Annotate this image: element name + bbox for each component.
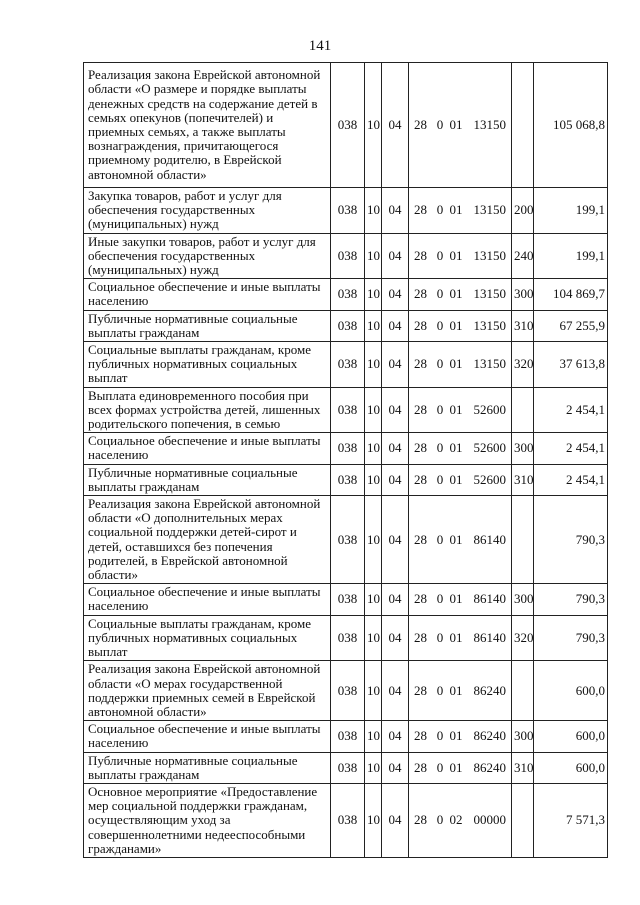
target-article-part: 01 (449, 317, 463, 333)
section-code: 10 (365, 615, 382, 661)
table-row (84, 721, 608, 752)
target-article-part: 0 (436, 286, 444, 302)
target-article-code (409, 188, 512, 234)
row-name: Социальное обеспечение и иные выплаты населению (84, 721, 331, 752)
target-article-part: 13150 (473, 317, 506, 333)
target-article-part: 0 (436, 759, 444, 775)
table-row (84, 342, 608, 388)
amount: 67 255,9 (534, 310, 608, 341)
target-article-code (409, 279, 512, 310)
target-article-part: 0 (436, 471, 444, 487)
target-article-part: 13150 (473, 286, 506, 302)
target-article-part: 0 (436, 531, 444, 547)
section-code: 10 (365, 584, 382, 615)
ministry-code: 038 (331, 496, 365, 584)
target-article-parts (411, 631, 509, 645)
target-article-part: 13150 (473, 202, 506, 218)
expense-type-code: 320 (512, 342, 534, 388)
target-article-part: 28 (414, 531, 427, 547)
budget-table (83, 62, 608, 858)
page-number: 141 (308, 38, 332, 54)
table-row (84, 279, 608, 310)
target-article-part: 0 (436, 728, 444, 744)
ministry-code: 038 (331, 615, 365, 661)
target-article-parts (411, 249, 509, 263)
section-code: 10 (365, 464, 382, 495)
target-article-parts (411, 761, 509, 775)
table-row (84, 310, 608, 341)
section-code: 10 (365, 279, 382, 310)
target-article-part: 86140 (473, 591, 506, 607)
table-row (84, 584, 608, 615)
expense-type-code: 200 (512, 188, 534, 234)
subsection-code: 04 (382, 433, 409, 464)
section-code: 10 (365, 342, 382, 388)
target-article-part: 0 (436, 401, 444, 417)
row-name: Социальное обеспечение и иные выплаты населению (84, 433, 331, 464)
target-article-parts (411, 533, 509, 547)
target-article-code (409, 783, 512, 857)
section-code: 10 (365, 233, 382, 279)
row-name: Социальное обеспечение и иные выплаты населению (84, 584, 331, 615)
section-code: 10 (365, 661, 382, 721)
target-article-code (409, 661, 512, 721)
ministry-code: 038 (331, 188, 365, 234)
amount: 199,1 (534, 233, 608, 279)
target-article-part: 86140 (473, 531, 506, 547)
expense-type-code (512, 783, 534, 857)
table-row (84, 433, 608, 464)
target-article-part: 86240 (473, 682, 506, 698)
target-article-part: 01 (449, 471, 463, 487)
ministry-code: 038 (331, 783, 365, 857)
amount: 790,3 (534, 615, 608, 661)
target-article-part: 01 (449, 356, 463, 372)
ministry-code: 038 (331, 721, 365, 752)
target-article-parts (411, 403, 509, 417)
target-article-part: 28 (414, 317, 427, 333)
row-name: Закупка товаров, работ и услуг для обеспечения государственных (муниципальных) нужд (84, 188, 331, 234)
target-article-part: 01 (449, 247, 463, 263)
amount: 104 869,7 (534, 279, 608, 310)
target-article-code (409, 387, 512, 433)
amount: 2 454,1 (534, 464, 608, 495)
target-article-part: 01 (449, 629, 463, 645)
target-article-part: 0 (436, 629, 444, 645)
target-article-part: 01 (449, 591, 463, 607)
target-article-part: 01 (449, 759, 463, 775)
subsection-code: 04 (382, 752, 409, 783)
row-name: Реализация закона Еврейской автономной области «О мерах государственной поддержки приемных семей в Еврейской автономной области» (84, 661, 331, 721)
row-name: Иные закупки товаров, работ и услуг для обеспечения государственных (муниципальных) нужд (84, 233, 331, 279)
target-article-parts (411, 813, 509, 827)
ministry-code: 038 (331, 233, 365, 279)
target-article-parts (411, 441, 509, 455)
subsection-code: 04 (382, 721, 409, 752)
target-article-part: 0 (436, 440, 444, 456)
target-article-part: 28 (414, 591, 427, 607)
target-article-part: 28 (414, 401, 427, 417)
expense-type-code (512, 661, 534, 721)
expense-type-code: 240 (512, 233, 534, 279)
target-article-part: 00000 (473, 812, 506, 828)
target-article-part: 0 (436, 116, 444, 132)
target-article-parts (411, 684, 509, 698)
expense-type-code: 310 (512, 464, 534, 495)
target-article-part: 13150 (473, 356, 506, 372)
expense-type-code: 300 (512, 279, 534, 310)
target-article-part: 28 (414, 356, 427, 372)
amount: 2 454,1 (534, 433, 608, 464)
expense-type-code: 300 (512, 433, 534, 464)
target-article-part: 28 (414, 682, 427, 698)
target-article-part: 28 (414, 629, 427, 645)
row-name: Основное мероприятие «Предоставление мер социальной поддержки гражданам, осуществляющим уход за совершеннолетними недееспособными гражданами» (84, 783, 331, 857)
subsection-code: 04 (382, 188, 409, 234)
amount: 105 068,8 (534, 63, 608, 188)
amount: 790,3 (534, 584, 608, 615)
target-article-parts (411, 203, 509, 217)
table-row (84, 661, 608, 721)
amount: 600,0 (534, 661, 608, 721)
row-name: Публичные нормативные социальные выплаты гражданам (84, 310, 331, 341)
target-article-parts (411, 473, 509, 487)
row-name: Выплата единовременного пособия при всех формах устройства детей, лишенных родительского попечения, в семью (84, 387, 331, 433)
target-article-parts (411, 287, 509, 301)
ministry-code: 038 (331, 279, 365, 310)
expense-type-code (512, 496, 534, 584)
subsection-code: 04 (382, 661, 409, 721)
target-article-part: 13150 (473, 116, 506, 132)
table-row (84, 63, 608, 188)
target-article-part: 01 (449, 286, 463, 302)
target-article-parts (411, 118, 509, 132)
amount: 790,3 (534, 496, 608, 584)
section-code: 10 (365, 433, 382, 464)
target-article-part: 52600 (473, 440, 506, 456)
ministry-code: 038 (331, 433, 365, 464)
target-article-code (409, 464, 512, 495)
amount: 2 454,1 (534, 387, 608, 433)
target-article-part: 52600 (473, 471, 506, 487)
subsection-code: 04 (382, 387, 409, 433)
subsection-code: 04 (382, 783, 409, 857)
target-article-code (409, 63, 512, 188)
amount: 600,0 (534, 752, 608, 783)
table-row (84, 233, 608, 279)
target-article-part: 0 (436, 356, 444, 372)
target-article-part: 01 (449, 682, 463, 698)
table-row (84, 752, 608, 783)
target-article-code (409, 721, 512, 752)
table-body (84, 63, 608, 858)
ministry-code: 038 (331, 387, 365, 433)
row-name: Реализация закона Еврейской автономной области «О размере и порядке выплаты денежных средств на содержание детей в семьях опекунов (попечителей) и приемных семьях, а также выплаты вознаграждения, причитающегося приемному родителю, в Еврейской автономной области» (84, 63, 331, 188)
target-article-parts (411, 319, 509, 333)
subsection-code: 04 (382, 342, 409, 388)
section-code: 10 (365, 496, 382, 584)
amount: 7 571,3 (534, 783, 608, 857)
ministry-code: 038 (331, 342, 365, 388)
target-article-code (409, 310, 512, 341)
target-article-part: 28 (414, 286, 427, 302)
table-row (84, 188, 608, 234)
expense-type-code: 300 (512, 721, 534, 752)
target-article-part: 02 (449, 812, 463, 828)
target-article-part: 28 (414, 440, 427, 456)
amount: 37 613,8 (534, 342, 608, 388)
section-code: 10 (365, 752, 382, 783)
target-article-code (409, 752, 512, 783)
target-article-part: 28 (414, 728, 427, 744)
table-row (84, 464, 608, 495)
row-name: Социальное обеспечение и иные выплаты населению (84, 279, 331, 310)
subsection-code: 04 (382, 279, 409, 310)
section-code: 10 (365, 310, 382, 341)
target-article-part: 01 (449, 728, 463, 744)
table-row (84, 615, 608, 661)
target-article-part: 28 (414, 247, 427, 263)
target-article-code (409, 496, 512, 584)
target-article-part: 01 (449, 440, 463, 456)
target-article-code (409, 233, 512, 279)
ministry-code: 038 (331, 752, 365, 783)
target-article-part: 13150 (473, 247, 506, 263)
target-article-part: 0 (436, 682, 444, 698)
target-article-part: 28 (414, 116, 427, 132)
row-name: Реализация закона Еврейской автономной области «О дополнительных мерах социальной поддержки детей-сирот и детей, оставшихся без попечения родителей, в Еврейской автономной области» (84, 496, 331, 584)
target-article-part: 01 (449, 116, 463, 132)
target-article-code (409, 615, 512, 661)
ministry-code: 038 (331, 661, 365, 721)
table-row (84, 783, 608, 857)
target-article-part: 01 (449, 531, 463, 547)
expense-type-code: 310 (512, 752, 534, 783)
target-article-part: 28 (414, 471, 427, 487)
target-article-part: 28 (414, 202, 427, 218)
row-name: Социальные выплаты гражданам, кроме публичных нормативных социальных выплат (84, 615, 331, 661)
subsection-code: 04 (382, 615, 409, 661)
subsection-code: 04 (382, 233, 409, 279)
expense-type-code: 320 (512, 615, 534, 661)
section-code: 10 (365, 63, 382, 188)
expense-type-code (512, 387, 534, 433)
target-article-part: 01 (449, 401, 463, 417)
amount: 600,0 (534, 721, 608, 752)
target-article-part: 0 (436, 202, 444, 218)
subsection-code: 04 (382, 584, 409, 615)
target-article-part: 86140 (473, 629, 506, 645)
row-name: Социальные выплаты гражданам, кроме публичных нормативных социальных выплат (84, 342, 331, 388)
target-article-parts (411, 592, 509, 606)
target-article-part: 28 (414, 759, 427, 775)
subsection-code: 04 (382, 63, 409, 188)
amount: 199,1 (534, 188, 608, 234)
section-code: 10 (365, 188, 382, 234)
ministry-code: 038 (331, 63, 365, 188)
expense-type-code: 310 (512, 310, 534, 341)
target-article-part: 01 (449, 202, 463, 218)
expense-type-code (512, 63, 534, 188)
subsection-code: 04 (382, 310, 409, 341)
target-article-part: 28 (414, 812, 427, 828)
target-article-part: 0 (436, 317, 444, 333)
target-article-part: 0 (436, 812, 444, 828)
target-article-code (409, 584, 512, 615)
table-row (84, 496, 608, 584)
target-article-parts (411, 729, 509, 743)
section-code: 10 (365, 721, 382, 752)
target-article-code (409, 433, 512, 464)
target-article-part: 86240 (473, 728, 506, 744)
expense-type-code: 300 (512, 584, 534, 615)
target-article-part: 52600 (473, 401, 506, 417)
ministry-code: 038 (331, 464, 365, 495)
target-article-parts (411, 357, 509, 371)
ministry-code: 038 (331, 310, 365, 341)
section-code: 10 (365, 783, 382, 857)
table-row (84, 387, 608, 433)
row-name: Публичные нормативные социальные выплаты гражданам (84, 752, 331, 783)
target-article-code (409, 342, 512, 388)
target-article-part: 0 (436, 247, 444, 263)
subsection-code: 04 (382, 496, 409, 584)
ministry-code: 038 (331, 584, 365, 615)
target-article-part: 0 (436, 591, 444, 607)
row-name: Публичные нормативные социальные выплаты гражданам (84, 464, 331, 495)
target-article-part: 86240 (473, 759, 506, 775)
section-code: 10 (365, 387, 382, 433)
subsection-code: 04 (382, 464, 409, 495)
